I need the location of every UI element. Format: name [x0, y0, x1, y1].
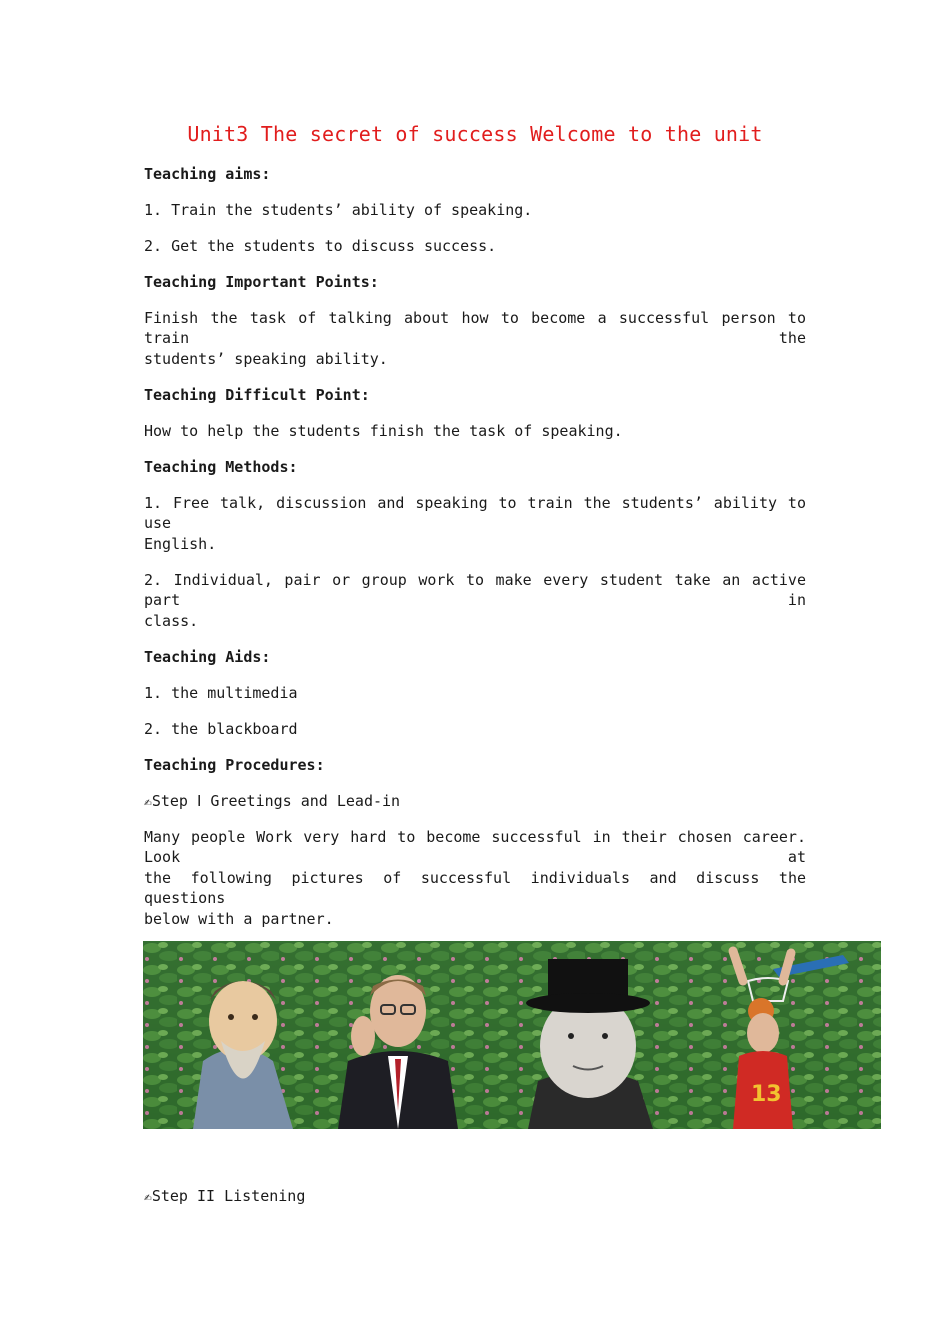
- aid-item-2: 2. the blackboard: [144, 720, 298, 738]
- step-2-label: [144, 1186, 806, 1208]
- difficult-point-heading: Teaching Difficult Point:: [144, 386, 370, 404]
- procedures-heading: Teaching Procedures:: [144, 756, 325, 774]
- important-points-line-2: students’ speaking ability.: [144, 350, 388, 368]
- aid-item-1: 1. the multimedia: [144, 684, 298, 702]
- writing-hand-icon: ✍: [144, 1190, 152, 1205]
- writing-hand-icon: ✍: [144, 795, 152, 810]
- method-2-line-1: 2. Individual, pair or group work to make every student take an active part in: [144, 571, 806, 609]
- collage-illustration: [143, 941, 881, 1129]
- svg-text:13: 13: [751, 1082, 782, 1107]
- successful-people-collage-image: [143, 941, 881, 1129]
- step-2-text: Step II Listening: [151, 1187, 306, 1205]
- step-1-line-2: the following pictures of successful individuals and discuss the questions: [144, 869, 806, 907]
- step-1-text: Step Ⅰ Greetings and Lead-in: [151, 792, 401, 810]
- aim-item-1: 1. Train the students’ ability of speaking.: [144, 201, 533, 219]
- important-points-heading: Teaching Important Points:: [144, 273, 379, 291]
- step-1-line-3: below with a partner.: [144, 910, 334, 928]
- document-title: Unit3 The secret of success Welcome to the unit: [187, 122, 763, 146]
- step-1-line-1: Many people Work very hard to become successful in their chosen career. Look at: [144, 828, 806, 866]
- important-points-line-1: Finish the task of talking about how to become a successful person to train the: [144, 309, 806, 347]
- method-1-line-2: English.: [144, 535, 217, 553]
- methods-heading: Teaching Methods:: [144, 458, 298, 476]
- method-2-line-2: class.: [144, 612, 199, 630]
- aims-heading: Teaching aims:: [144, 165, 271, 183]
- difficult-point-text: How to help the students finish the task of speaking.: [144, 422, 623, 440]
- step-1-label: [144, 791, 806, 813]
- aim-item-2: 2. Get the students to discuss success.: [144, 237, 497, 255]
- method-1-line-1: 1. Free talk, discussion and speaking to train the students’ ability to use: [144, 494, 806, 532]
- aids-heading: Teaching Aids:: [144, 648, 271, 666]
